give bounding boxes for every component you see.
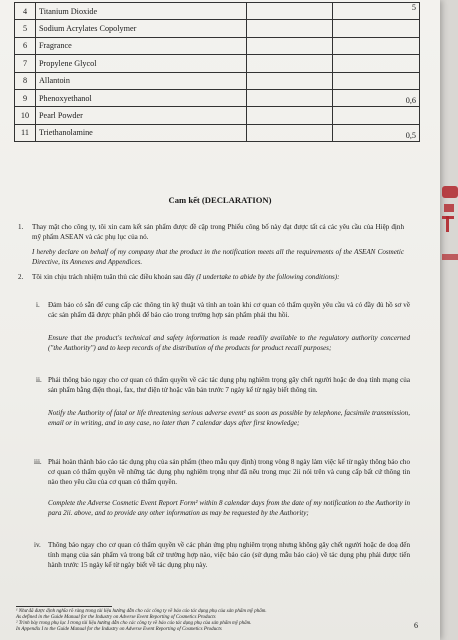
ingredients-table: [14, 2, 420, 142]
ingredient-name: Allantoin: [36, 72, 247, 89]
ingredient-percent: 0,5: [333, 124, 420, 141]
ingredient-percent: [333, 107, 420, 124]
ingredient-cas: [247, 72, 333, 89]
para-2-english: (I undertake to abide by the following conditions):: [196, 273, 340, 281]
para-1-vietnamese: Thay mặt cho công ty, tôi xin cam kết sản phẩm được đề cập trong Phiếu công bố này đạt được tất cả các yêu cầu của Hiệp định mỹ phẩm ASEAN và các phụ lục của nó.: [32, 223, 404, 241]
table-row: [15, 124, 420, 141]
ingredient-name: Pearl Powder: [36, 107, 247, 124]
footnote-1-vietnamese: ¹ Như đã được định nghĩa rõ ràng trong tài liệu hướng dẫn cho các công ty về báo cáo tác dụng phụ của sản phẩm mỹ phẩm.: [16, 609, 267, 614]
ingredient-name: Triethanolamine: [36, 124, 247, 141]
row-number: 6: [15, 37, 36, 54]
item-ii-vietnamese: Phải thông báo ngay cho cơ quan có thẩm quyền về các tác dụng phụ nghiêm trọng gây chết người hoặc đe doạ tính mạng của sản phẩm bằng điện thoại, fax, thư điện tử hoặc văn bản trước 7 ngày kể từ ngày biết thông tin.: [48, 376, 410, 394]
page-number: 6: [414, 621, 418, 630]
ingredient-cas: [247, 20, 333, 37]
para-2-vietnamese: Tôi xin chịu trách nhiệm tuân thủ các điều khoản sau đây: [32, 273, 195, 281]
row-number: 5: [15, 20, 36, 37]
row-number: 9: [15, 89, 36, 106]
para-1-number: 1.: [18, 223, 24, 231]
ingredient-cas: [247, 3, 333, 20]
table-row: [15, 37, 420, 54]
footnote-1-english: As defined in the Guide Manual for the Industry on Adverse Event Reporting of Cosmetics Products: [16, 615, 216, 620]
item-i-english: Ensure that the product's technical and safety information is made readily available to the regulatory authority concerned ("the Authority") and to keep records of the distribution of the products for product recall purposes;: [48, 334, 410, 352]
top-value: 5: [411, 3, 416, 12]
row-number: 4: [15, 3, 36, 20]
ingredient-percent: [333, 37, 420, 54]
ingredient-cas: [247, 89, 333, 106]
item-iv-vietnamese: Thông báo ngay cho cơ quan có thẩm quyền về các phản ứng phụ nghiêm trọng nhưng không gây chết người hoặc đe doạ đến tính mạng của sản phẩm và trong bất cứ trường hợp nào, việc báo cáo (sử dụng mẫu báo cáo) về tác dụng phụ phải được tiến hành trước 15 ngày kể từ ngày biết về tác dụng phụ này.: [48, 541, 410, 569]
declaration-title: Cam kết (DECLARATION): [168, 195, 272, 205]
ingredient-cas: [247, 124, 333, 141]
ingredient-name: Propylene Glycol: [36, 55, 247, 72]
ingredient-cas: [247, 55, 333, 72]
ingredient-percent: [333, 72, 420, 89]
ingredient-name: Fragrance: [36, 37, 247, 54]
ingredient-percent: 0,6: [333, 89, 420, 106]
footnote-2-vietnamese: ² Trình bày trong phụ lục I trong tài liệu hướng dẫn cho các công ty về báo cáo tác dụng phụ của sản phẩm mỹ phẩm.: [16, 621, 252, 626]
item-ii-english: Notify the Authority of fatal or life threatening serious adverse event¹ as soon as possible by telephone, facsimile transmission, email or in writing, and in any case, no later than 7 calendar days after first knowledge;: [48, 409, 410, 427]
table-row: [15, 107, 420, 124]
para-2-number: 2.: [18, 273, 24, 281]
ingredient-cas: [247, 107, 333, 124]
row-number: 11: [15, 124, 36, 141]
footnote-2-english: In Appendix I to the Guide Manual for the Industry on Adverse Event Reporting of Cosmetics Products: [16, 627, 222, 632]
item-ii-mark: ii.: [36, 376, 42, 384]
ingredient-name: Phenoxyethanol: [36, 89, 247, 106]
table-row: [15, 72, 420, 89]
ingredient-percent: [333, 55, 420, 72]
item-i-mark: i.: [36, 301, 40, 309]
item-i-vietnamese: Đảm bảo có sẵn để cung cấp các thông tin kỹ thuật và tính an toàn khi cơ quan có thẩm quyền yêu cầu và có đầy đủ hồ sơ về các sản phẩm đã được phân phối để báo cáo trong trường hợp sản phẩm phải thu hồi.: [48, 301, 410, 319]
item-iii-vietnamese: Phải hoàn thành báo cáo tác dụng phụ của sản phẩm (theo mẫu quy định) trong vòng 8 ngày làm việc kể từ ngày thông báo cho cơ quan có thẩm quyền về những tác dụng phụ nghiêm trọng như đã nêu trong mục 2ii nói trên và cung cấp bất cứ thông tin nào theo yêu cầu của cơ quan có thẩm quyền.: [48, 458, 410, 486]
ingredient-percent: [333, 3, 420, 20]
table-row: [15, 89, 420, 106]
para-1-english: I hereby declare on behalf of my company that the product in the notification meets all the requirements of the ASEAN Cosmetic Directive, its Annexes and Appendices.: [32, 248, 404, 266]
item-iii-mark: iii.: [34, 458, 42, 466]
para-2-text: [32, 273, 404, 283]
row-number: 10: [15, 107, 36, 124]
table-row: [15, 20, 420, 37]
item-iv-mark: iv.: [34, 541, 41, 549]
table-row: [15, 55, 420, 72]
table-row: [15, 3, 420, 20]
row-number: 8: [15, 72, 36, 89]
item-iii-english: Complete the Adverse Cosmetic Event Report Form² within 8 calendar days from the date of my notification to the Authority in para 2ii. above, and to provide any other information as may be requested by the Authority;: [48, 499, 410, 517]
footnote-divider: [16, 606, 112, 607]
ingredient-percent: [333, 20, 420, 37]
seal-stamp-fragment: [440, 180, 458, 270]
row-number: 7: [15, 55, 36, 72]
ingredient-cas: [247, 37, 333, 54]
ingredient-name: Sodium Acrylates Copolymer: [36, 20, 247, 37]
ingredient-name: Titanium Dioxide: [36, 3, 247, 20]
